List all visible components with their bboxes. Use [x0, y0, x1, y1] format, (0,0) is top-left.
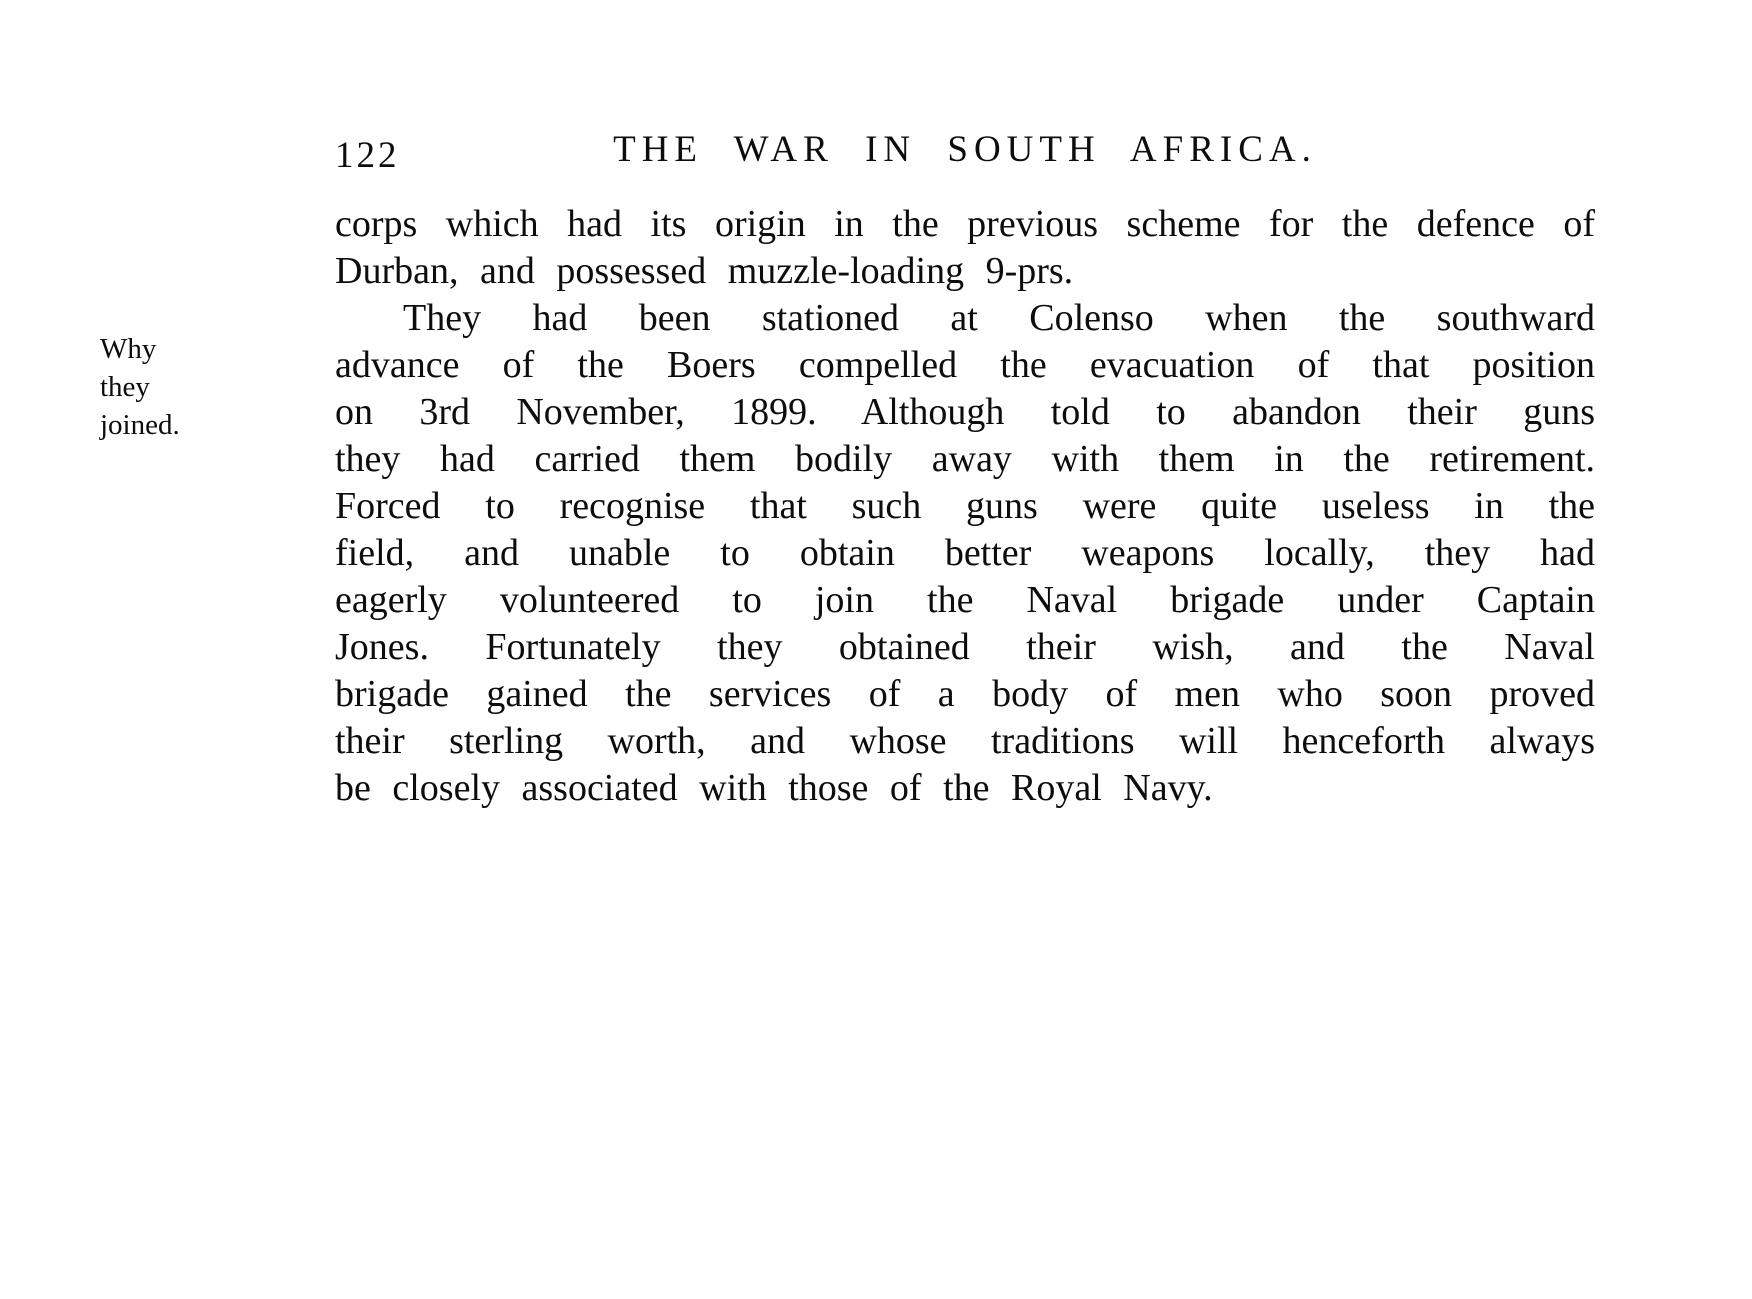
text-line: corps which had its origin in the previous scheme for the defence of: [335, 203, 1595, 245]
text-line: their sterling worth, and whose traditions will henceforth always: [335, 720, 1595, 762]
paragraph: [335, 295, 1595, 812]
text-line: Forced to recognise that such guns were quite useless in the: [335, 485, 1595, 527]
text-line: Jones. Fortunately they obtained their wish, and the Naval: [335, 626, 1595, 668]
page-header: [335, 128, 1595, 178]
text-line: They had been stationed at Colenso when the southward: [403, 297, 1595, 339]
text-line: be closely associated with those of the Royal Navy.: [335, 767, 1213, 809]
running-head-title: THE WAR IN SOUTH AFRICA.: [613, 129, 1317, 170]
text-line: Durban, and possessed muzzle-loading 9-prs.: [335, 250, 1074, 292]
text-line: advance of the Boers compelled the evacuation of that position: [335, 344, 1595, 386]
paragraph: [335, 201, 1595, 295]
text-line: on 3rd November, 1899. Although told to abandon their guns: [335, 391, 1595, 433]
text-line: they had carried them bodily away with them in the retirement.: [335, 438, 1595, 480]
text-line: field, and unable to obtain better weapons locally, they had: [335, 532, 1595, 574]
text-line: brigade gained the services of a body of men who soon proved: [335, 673, 1595, 715]
page-number: 122: [335, 135, 400, 176]
body-text: [335, 201, 1595, 812]
margin-note: Why they joined.: [100, 333, 180, 441]
text-line: eagerly volunteered to join the Naval brigade under Captain: [335, 579, 1595, 621]
